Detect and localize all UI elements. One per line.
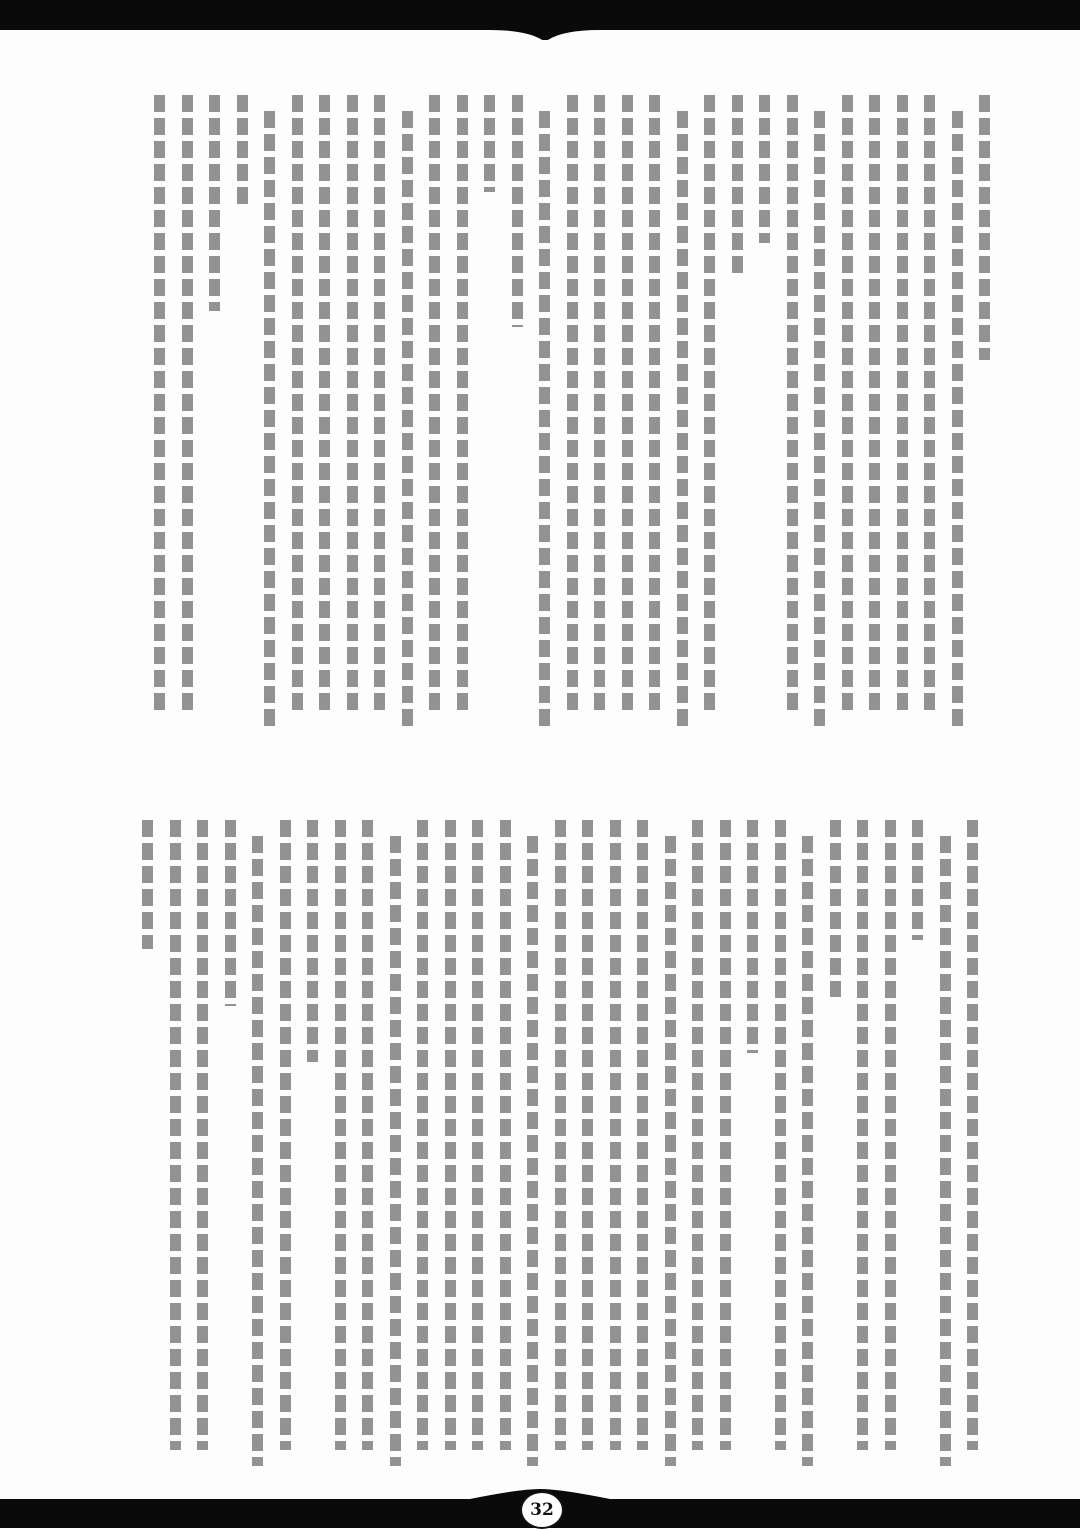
text-column-placeholder (362, 820, 373, 1450)
text-column-placeholder (500, 820, 511, 1450)
text-column-placeholder (665, 836, 676, 1466)
text-column-placeholder (402, 111, 413, 731)
text-column-placeholder (967, 820, 978, 1450)
text-column-placeholder (429, 95, 440, 715)
text-column-placeholder (319, 95, 330, 715)
text-column-placeholder (142, 820, 153, 949)
text-column-placeholder (170, 820, 181, 1450)
text-column-placeholder (457, 95, 468, 715)
text-column-placeholder (154, 95, 165, 715)
text-column-placeholder (649, 95, 660, 715)
text-column-placeholder (347, 95, 358, 715)
text-column-placeholder (897, 95, 908, 715)
text-column-placeholder (732, 95, 743, 277)
text-column-placeholder (747, 820, 758, 1053)
text-column-placeholder (264, 111, 275, 731)
text-column-placeholder (582, 820, 593, 1450)
text-column-placeholder (539, 111, 550, 731)
text-column-placeholder (594, 95, 605, 715)
text-column-placeholder (704, 95, 715, 715)
text-column-placeholder (940, 836, 951, 1466)
text-column-placeholder (759, 95, 770, 243)
text-column-placeholder (912, 820, 923, 940)
text-column-placeholder (979, 95, 990, 360)
text-column-placeholder (335, 820, 346, 1450)
text-column-placeholder (374, 95, 385, 715)
text-column-placeholder (814, 111, 825, 731)
text-column-placeholder (775, 820, 786, 1450)
text-column-placeholder (677, 111, 688, 731)
text-column-placeholder (197, 820, 208, 1450)
text-column-placeholder (512, 95, 523, 327)
header-band (0, 0, 1080, 40)
text-column-placeholder (225, 820, 236, 1006)
text-column-placeholder (830, 820, 841, 997)
lower-text-block-redacted (118, 820, 978, 1460)
text-column-placeholder (445, 820, 456, 1450)
text-column-placeholder (472, 820, 483, 1450)
text-column-placeholder (787, 95, 798, 715)
text-column-placeholder (417, 820, 428, 1450)
text-column-placeholder (885, 820, 896, 1450)
text-column-placeholder (637, 820, 648, 1450)
text-column-placeholder (280, 820, 291, 1450)
text-column-placeholder (209, 95, 220, 311)
text-column-placeholder (390, 836, 401, 1466)
text-column-placeholder (802, 836, 813, 1466)
text-column-placeholder (292, 95, 303, 715)
upper-text-block-redacted (130, 95, 990, 725)
text-column-placeholder (527, 836, 538, 1466)
text-column-placeholder (842, 95, 853, 715)
text-column-placeholder (720, 820, 731, 1450)
text-column-placeholder (484, 95, 495, 192)
text-column-placeholder (252, 836, 263, 1466)
text-column-placeholder (952, 111, 963, 731)
text-column-placeholder (555, 820, 566, 1450)
text-column-placeholder (924, 95, 935, 715)
text-column-placeholder (622, 95, 633, 715)
text-column-placeholder (869, 95, 880, 715)
text-column-placeholder (182, 95, 193, 715)
text-column-placeholder (857, 820, 868, 1450)
text-column-placeholder (692, 820, 703, 1450)
text-column-placeholder (307, 820, 318, 1062)
text-column-placeholder (567, 95, 578, 715)
page-number: 32 (520, 1491, 564, 1529)
text-column-placeholder (610, 820, 621, 1450)
text-column-placeholder (237, 95, 248, 208)
